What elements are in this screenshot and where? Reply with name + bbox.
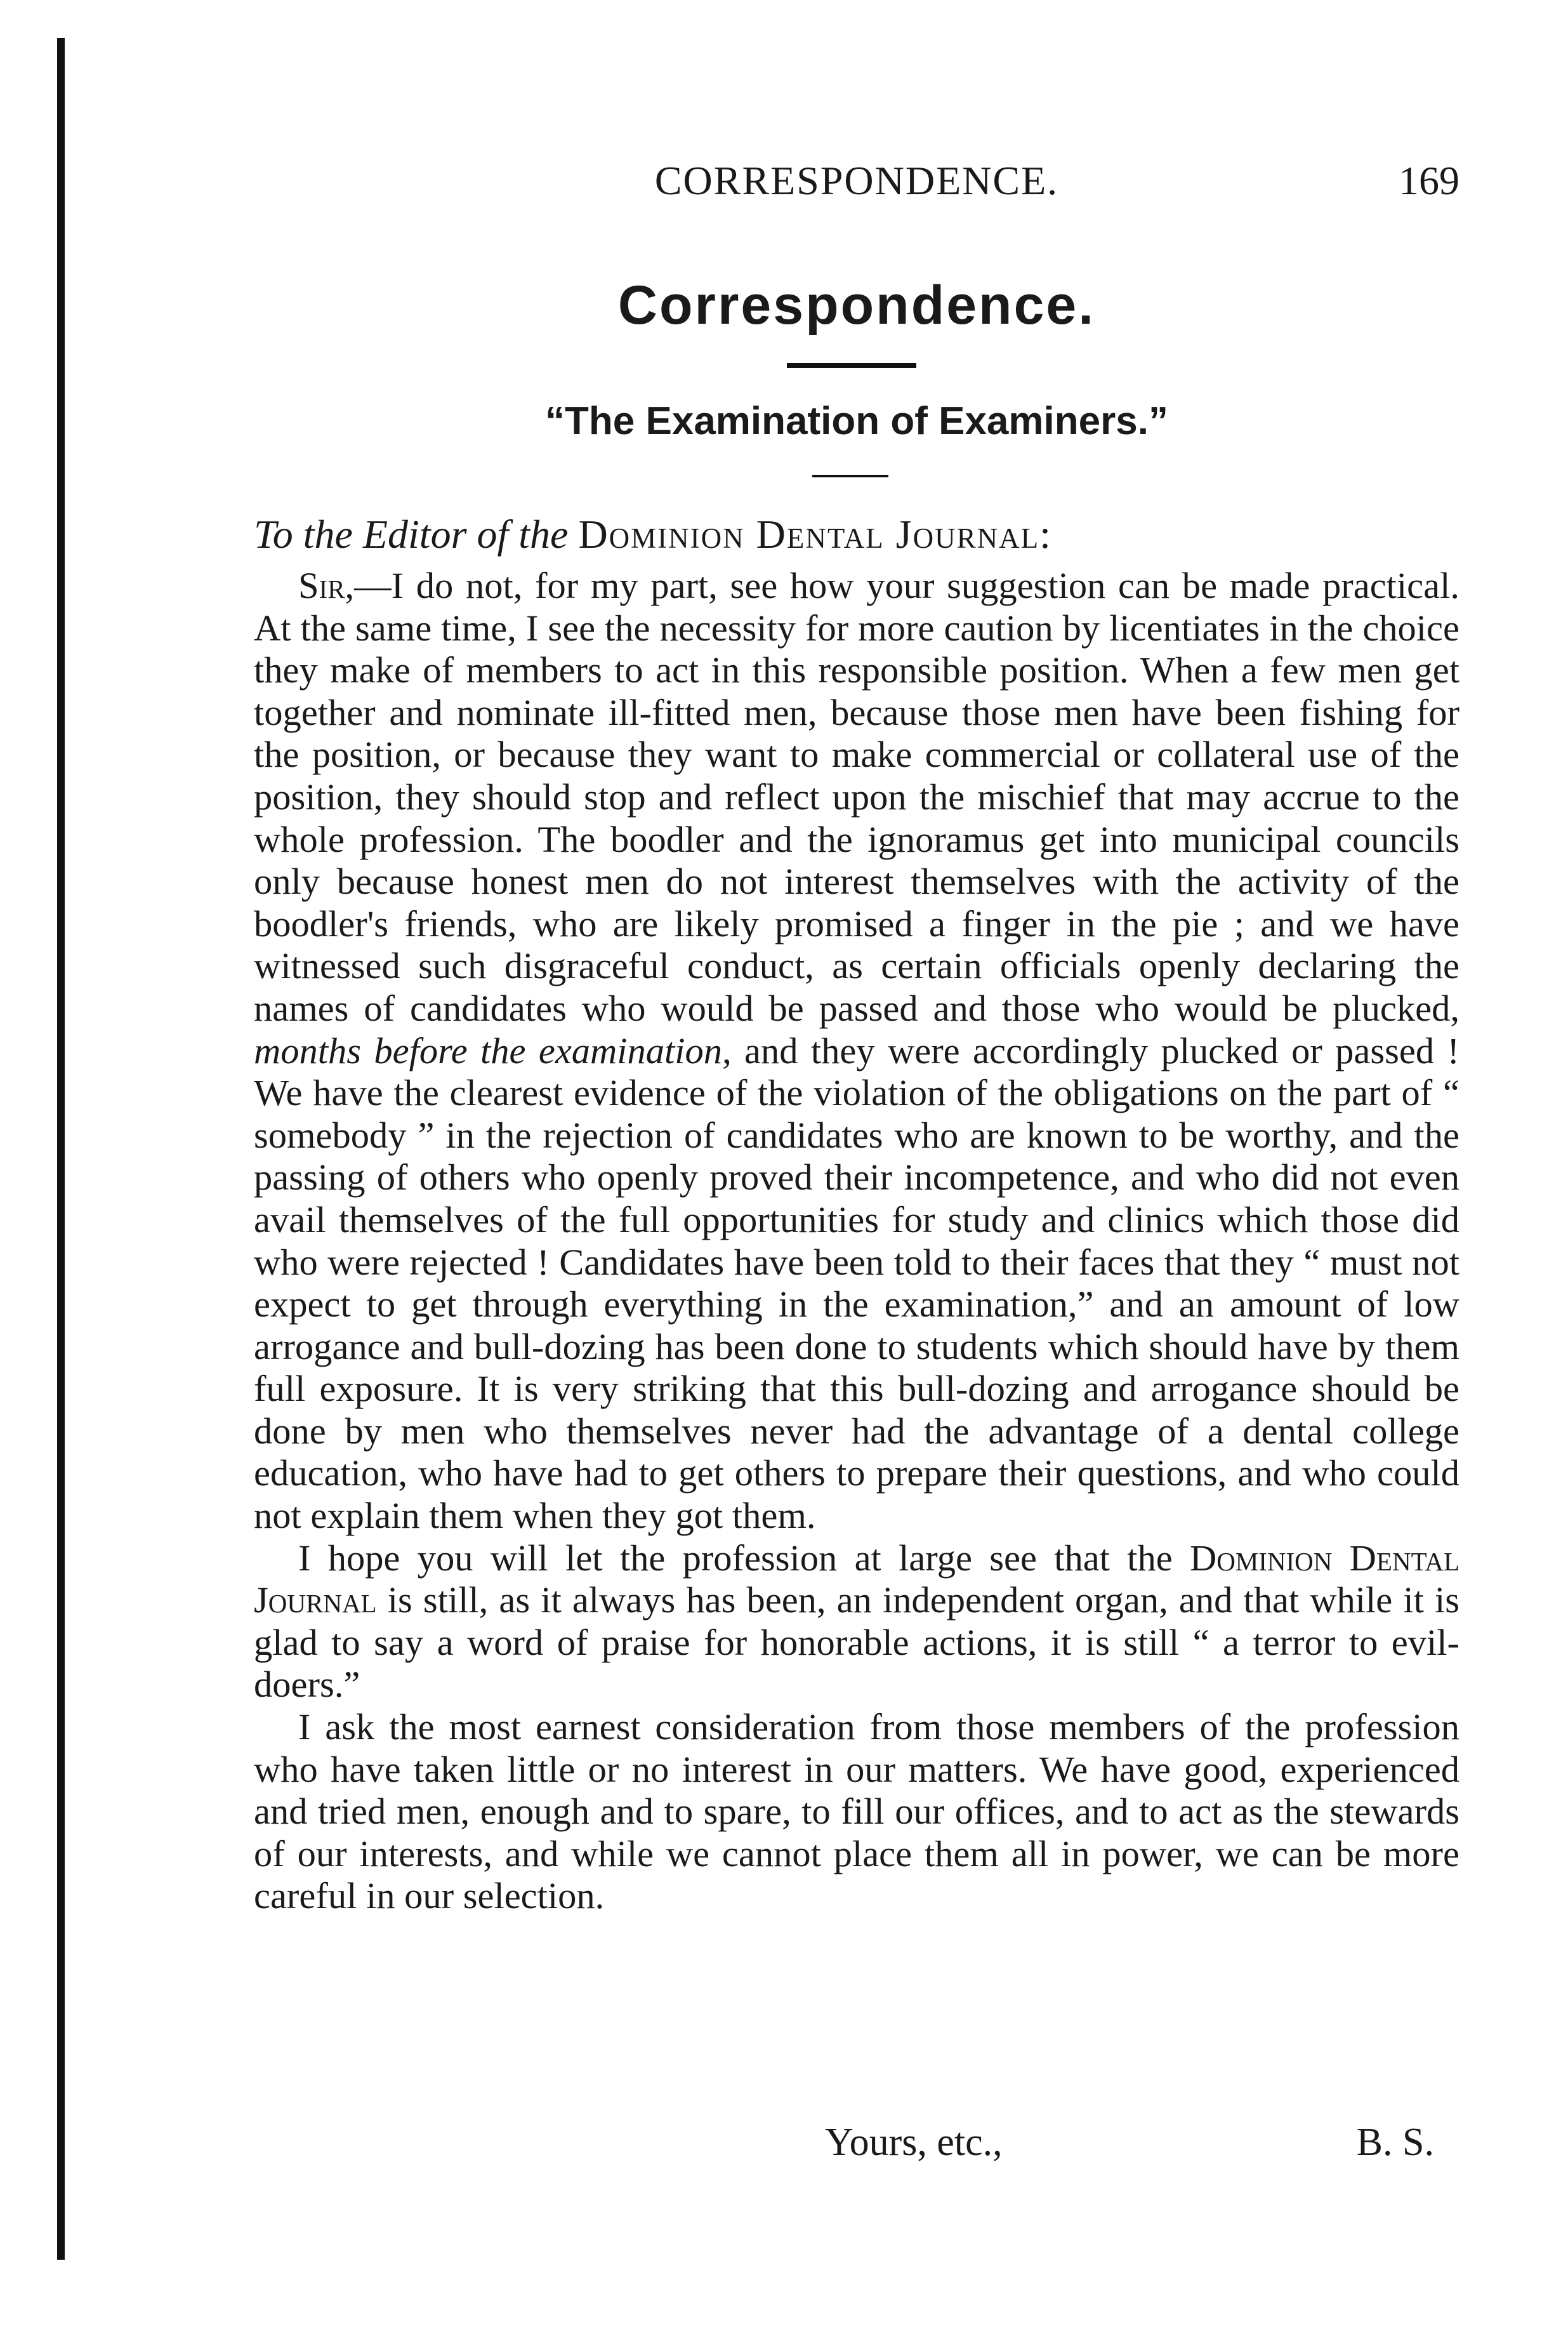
salutation: [254, 508, 1459, 561]
letter-body: [254, 565, 1459, 1918]
section-title: Correspondence.: [617, 275, 1096, 336]
paragraph-1: [254, 565, 1459, 1537]
paragraph-2-journal: Dominion Dental Journal: [254, 1537, 1459, 1621]
salutation-prefix: To the Editor of the: [254, 512, 569, 557]
closing-words: Yours, etc.,: [825, 2121, 1003, 2164]
paragraph-1-italic: months before the examination: [254, 1030, 723, 1071]
sir-word: Sir: [298, 565, 345, 606]
paragraph-1-text-a: ,—I do not, for my part, see how your suggestion can be made practical. At the same time, I see the necessity for more caution by licentiates in the choice they make of members to act in this responsible position. When a few men get together and nominate ill-fitted men, because those men have been fishing for the position, or because they want to make commercial or collateral use of the position, they should stop and reflect upon the mischief that may accrue to the whole profession. The boodler and the ignoramus get into municipal councils only because honest men do not interest themselves with the activity of the boodler's friends, who are likely promised a finger in the pie ; and we have witnessed such disgraceful conduct, as certain officials openly declaring the names of candidates who would be passed and those who would be plucked,: [254, 565, 1459, 1029]
paragraph-3: I ask the most earnest consideration from those members of the profession who have taken little or no interest in our matters. We have good, experienced and tried men, enough and to spare, to fill our offices, and to act as the stewards of our interests, and while we cannot place them all in power, we can be more careful in our selection.: [254, 1706, 1459, 1917]
running-head: [254, 157, 1459, 215]
paragraph-2-text-a: I hope you will let the profession at large see that the: [298, 1537, 1190, 1579]
page-number: 169: [1399, 158, 1459, 203]
letter-title-rule: [812, 475, 888, 477]
closing: [254, 2120, 1459, 2171]
paragraph-1-text-b: , and they were accordingly plucked or passed ! We have the clearest evidence of the violation of the obligations on the part of “ somebody ” in the rejection of candidates who are known to be worthy, and the passing of others who openly proved their incompetence, and who did not even avail themselves of the full opportunities for study and clinics which those did who were rejected ! Candidates have been told to their faces that they “ must not expect to get through everything in the examination,” and an amount of low arrogance and bull-dozing has been done to students which should have by them full exposure. It is very striking that this bull-dozing and arrogance should be done by men who themselves never had the advantage of a dental college education, who have had to get others to prepare their questions, and who could not explain them when they got them.: [254, 1030, 1459, 1537]
signature: B. S.: [1356, 2121, 1434, 2164]
letter-title: “The Examination of Examiners.”: [545, 399, 1168, 443]
paragraph-2-text-b: is still, as it always has been, an independent organ, and that while it is glad to say a word of praise for honorable actions, it is still “ a terror to evil-doers.”: [254, 1579, 1459, 1706]
scan-margin-rule: [57, 38, 65, 2260]
paragraph-2: [254, 1537, 1459, 1706]
running-title: CORRESPONDENCE.: [654, 158, 1059, 203]
salutation-suffix: :: [1039, 512, 1051, 557]
salutation-journal: Dominion Dental Journal: [578, 512, 1040, 557]
title-rule: [787, 363, 916, 368]
